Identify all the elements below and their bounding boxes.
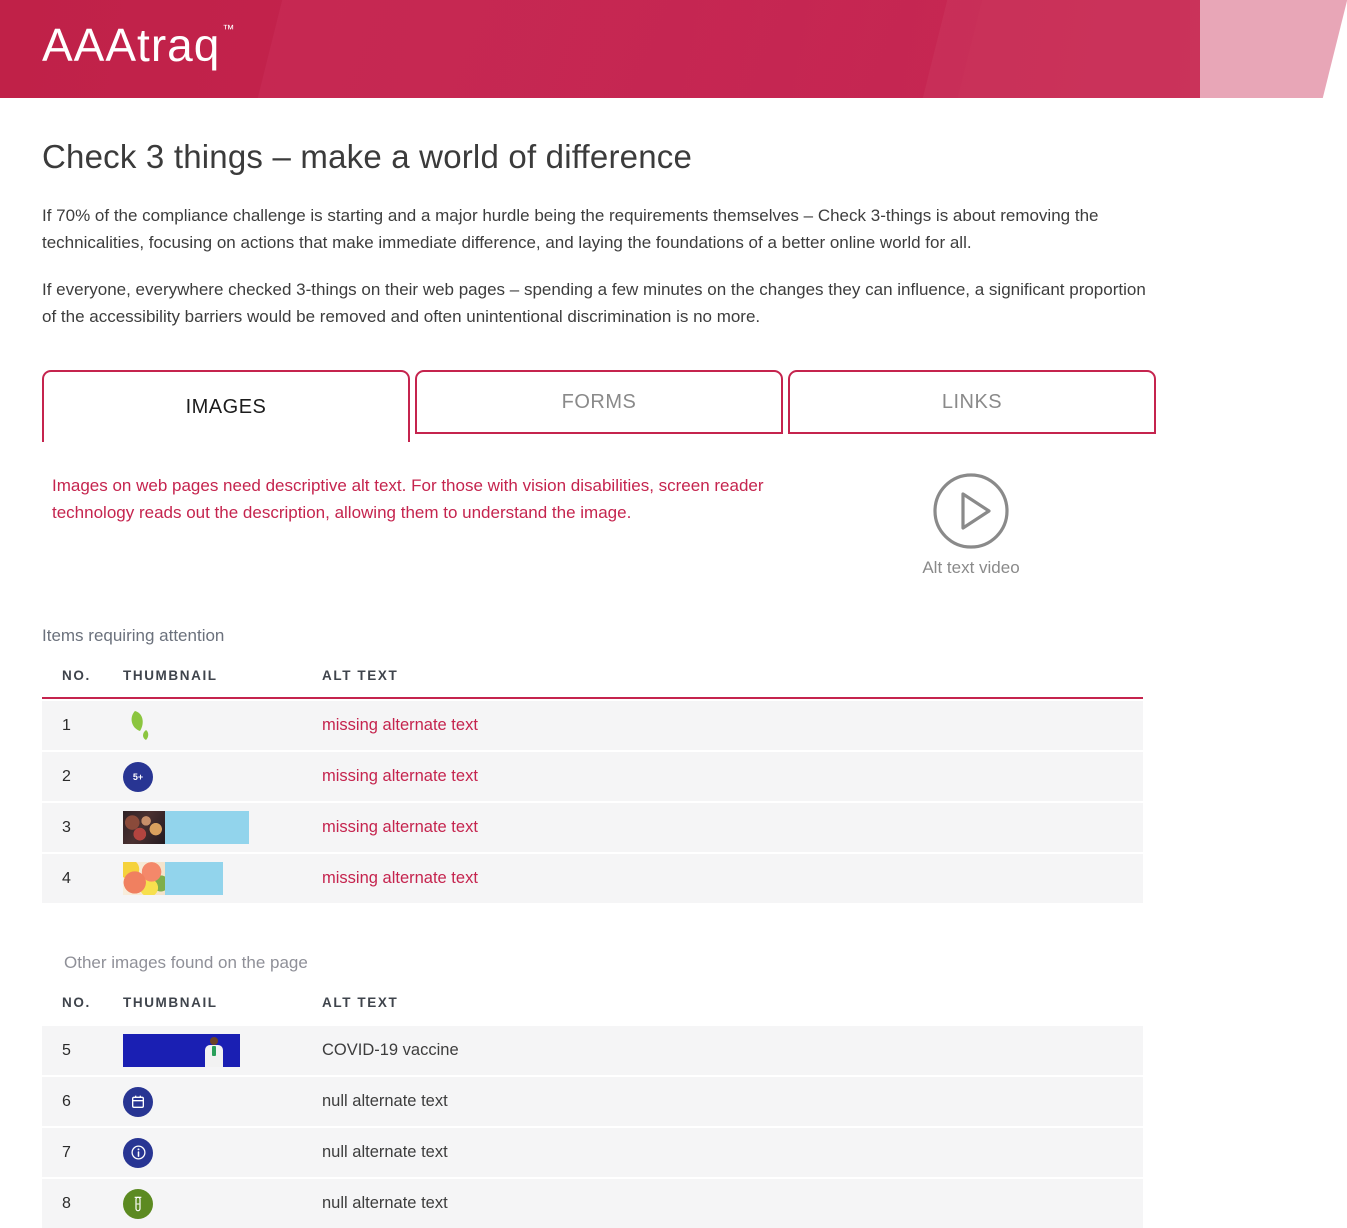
video-block (886, 472, 1056, 578)
attention-section-heading: Items requiring attention (42, 626, 225, 645)
placeholder-strip (165, 811, 249, 844)
alt-text-value: missing alternate text (322, 716, 478, 734)
alt-text-value: null alternate text (322, 1092, 448, 1110)
row-number: 7 (62, 1143, 71, 1161)
citrus-photo-image (123, 862, 165, 895)
table-row (42, 1179, 1143, 1228)
testtube-glyph (130, 1195, 146, 1213)
5plus-label: 5+ (132, 771, 144, 782)
aaatraq-logo: AAAtraq ™ (42, 19, 236, 71)
table-row (42, 752, 1143, 801)
column-header-thumbnail: THUMBNAIL (123, 995, 218, 1010)
other-images-table (42, 995, 1143, 1228)
tab-images[interactable]: IMAGES (42, 370, 410, 442)
intro-paragraph-2: If everyone, everywhere checked 3-things on their web pages – spending a few minutes on the changes they can influence, a significant proportion of the accessibility barriers would be removed and often unintentional discrimination is no more. (42, 280, 1146, 326)
intro-text (42, 202, 1156, 330)
intro-paragraph-1: If 70% of the compliance challenge is starting and a major hurdle being the requirements themselves – Check 3-things is about removing the technicalities, focusing on actions that make immediate difference, and laying the foundations of a better online world for all. (42, 206, 1099, 252)
video-label: Alt text video (922, 558, 1020, 577)
info-icon (123, 1138, 153, 1168)
info-glyph (130, 1144, 147, 1161)
alt-text-value: null alternate text (322, 1194, 448, 1212)
trademark-symbol: ™ (222, 22, 236, 36)
other-section-heading: Other images found on the page (64, 953, 308, 972)
table-row (42, 1128, 1143, 1177)
page-title: Check 3 things – make a world of difference (42, 138, 693, 175)
row-number: 8 (62, 1194, 71, 1212)
5plus-badge-icon (123, 762, 153, 792)
alt-text-value: missing alternate text (322, 818, 478, 836)
play-video-button[interactable] (932, 472, 1010, 550)
alt-text-explainer: Images on web pages need descriptive alt text. For those with vision disabilities, screen reader technology reads out the description, allowing them to understand the image. (52, 476, 764, 522)
calendar-icon (123, 1087, 153, 1117)
table-row (42, 1026, 1143, 1075)
column-header-no: NO. (62, 995, 91, 1010)
table-row (42, 854, 1143, 903)
alt-text-value: null alternate text (322, 1143, 448, 1161)
leaf-icon (125, 710, 155, 742)
column-header-alt-text: ALT TEXT (322, 668, 399, 683)
info-icon-badge-thumbnail (123, 1138, 322, 1168)
row-number: 6 (62, 1092, 71, 1110)
alt-text-value: missing alternate text (322, 869, 478, 887)
play-icon (932, 472, 1010, 550)
attention-table-header (42, 668, 1143, 699)
brand-header (0, 0, 1200, 98)
other-table-header (42, 995, 1143, 1024)
calendar-icon-badge-thumbnail (123, 1087, 322, 1117)
table-row (42, 803, 1143, 852)
attention-table (42, 668, 1143, 903)
column-header-no: NO. (62, 668, 91, 683)
calendar-glyph (130, 1094, 146, 1110)
row-number: 5 (62, 1041, 71, 1059)
row-number: 4 (62, 869, 71, 887)
green-leaf-logo-thumbnail (123, 710, 322, 742)
row-number: 1 (62, 716, 71, 734)
row-number: 3 (62, 818, 71, 836)
party-photo-thumbnail (123, 811, 322, 844)
table-row (42, 1077, 1143, 1126)
placeholder-strip (165, 862, 223, 895)
table-row (42, 701, 1143, 750)
blue-5plus-badge-thumbnail (123, 762, 322, 792)
testtube-icon-badge-thumbnail (123, 1189, 322, 1219)
citrus-fruit-photo-thumbnail (123, 862, 322, 895)
row-number: 2 (62, 767, 71, 785)
images-tab-panel (42, 472, 1156, 578)
alt-text-value: missing alternate text (322, 767, 478, 785)
tab-forms[interactable]: FORMS (415, 370, 783, 434)
tab-links[interactable]: LINKS (788, 370, 1156, 434)
party-photo-image (123, 811, 165, 844)
column-header-alt-text: ALT TEXT (322, 995, 399, 1010)
column-header-thumbnail: THUMBNAIL (123, 668, 218, 683)
covid-banner-image (123, 1034, 240, 1067)
alt-text-value: COVID-19 vaccine (322, 1041, 459, 1059)
covid-vaccine-banner-thumbnail (123, 1034, 322, 1067)
tab-bar (42, 370, 1156, 442)
testtube-icon (123, 1189, 153, 1219)
